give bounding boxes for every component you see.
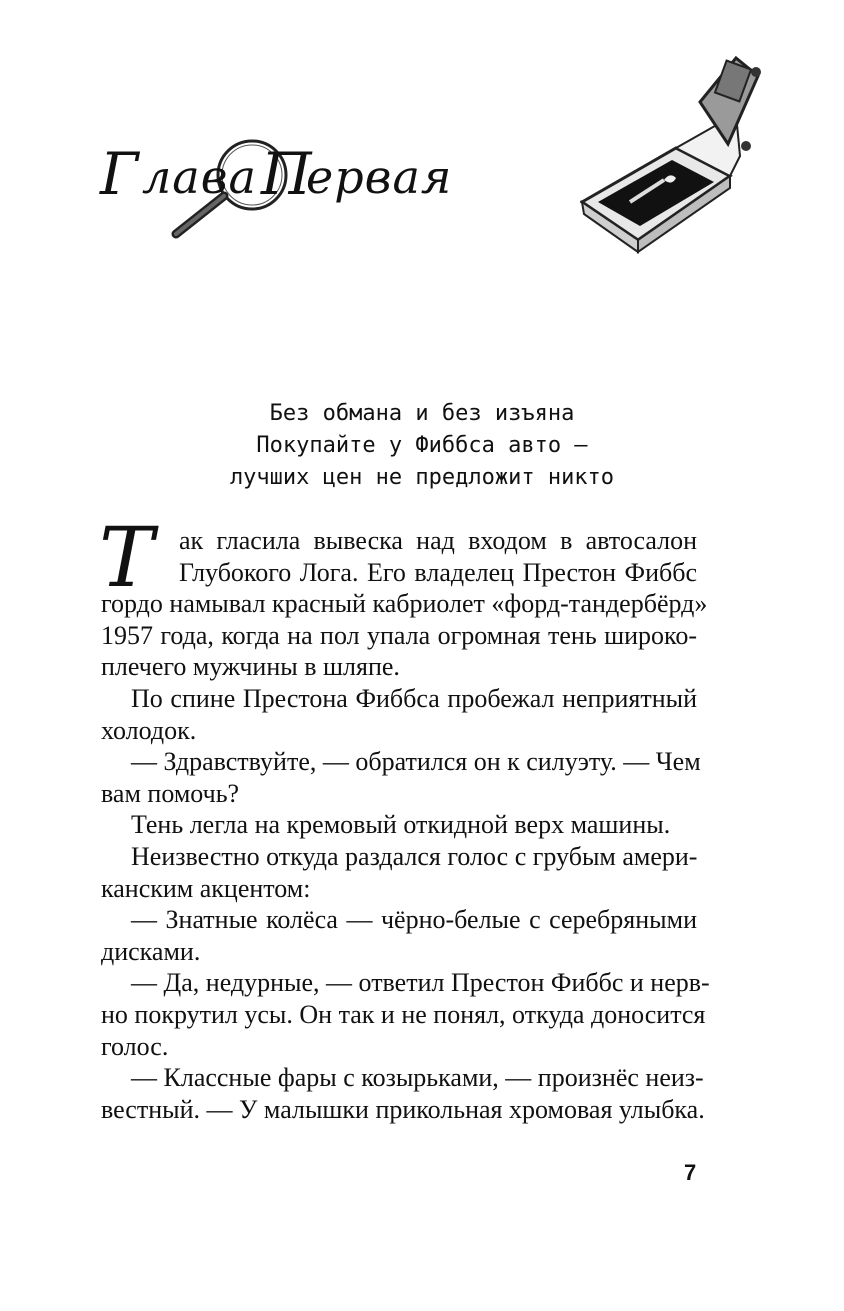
matchbox-illustration [580, 52, 770, 262]
text-line: канским акцентом: [101, 873, 311, 903]
page-number: 7 [684, 1160, 697, 1185]
chapter-title-word2: ервая [306, 150, 453, 204]
drop-cap: Т [99, 511, 154, 606]
text-line: плечего мужчины в шляпе. [101, 652, 400, 682]
chapter-title-word1-initial: Г [100, 140, 140, 208]
epigraph-line: Без обмана и без изъяна [269, 401, 575, 426]
text-line: Глубокого Лога. Его владелец Престон Фиббс [179, 557, 697, 587]
chapter-title-word2-initial: П [261, 140, 313, 208]
text-line: — Классные фары с козырьками, — произнёс неиз- [131, 1063, 704, 1093]
text-line: По спине Престона Фиббса пробежал неприятный [131, 683, 697, 713]
chapter-title-word1: лава [142, 150, 257, 204]
epigraph [120, 398, 724, 494]
text-line: но покрутил усы. Он так и не понял, откуда доносится [101, 999, 706, 1029]
body-text [99, 511, 710, 1125]
text-line: дисками. [101, 936, 201, 966]
text-line: — Знатные колёса — чёрно-белые с серебряными [131, 905, 697, 935]
text-line: ак гласила вывеска над входом в автосалон [179, 526, 697, 555]
chapter-title [96, 128, 496, 238]
text-line: вестный. — У малышки прикольная хромовая улыбка. [101, 1094, 705, 1124]
text-line: Неизвестно откуда раздался голос с грубым амери- [131, 841, 698, 871]
text-line: — Да, недурные, — ответил Престон Фиббс и нерв- [131, 968, 710, 998]
text-line: — Здравствуйте, — обратился он к силуэту. — Чем [131, 747, 701, 777]
epigraph-line: Покупайте у Фиббса авто — [256, 433, 588, 458]
text-line: 1957 года, когда на пол упала огромная тень широко- [101, 620, 697, 650]
text-line: Тень легла на кремовый откидной верх машины. [131, 810, 671, 840]
text-line: вам помочь? [101, 778, 240, 808]
epigraph-line: лучших цен не предложит никто [229, 465, 615, 490]
text-line: гордо намывал красный кабриолет «форд-тандербёрд» [101, 589, 708, 619]
text-line: холодок. [101, 715, 197, 745]
text-line: голос. [101, 1031, 169, 1061]
